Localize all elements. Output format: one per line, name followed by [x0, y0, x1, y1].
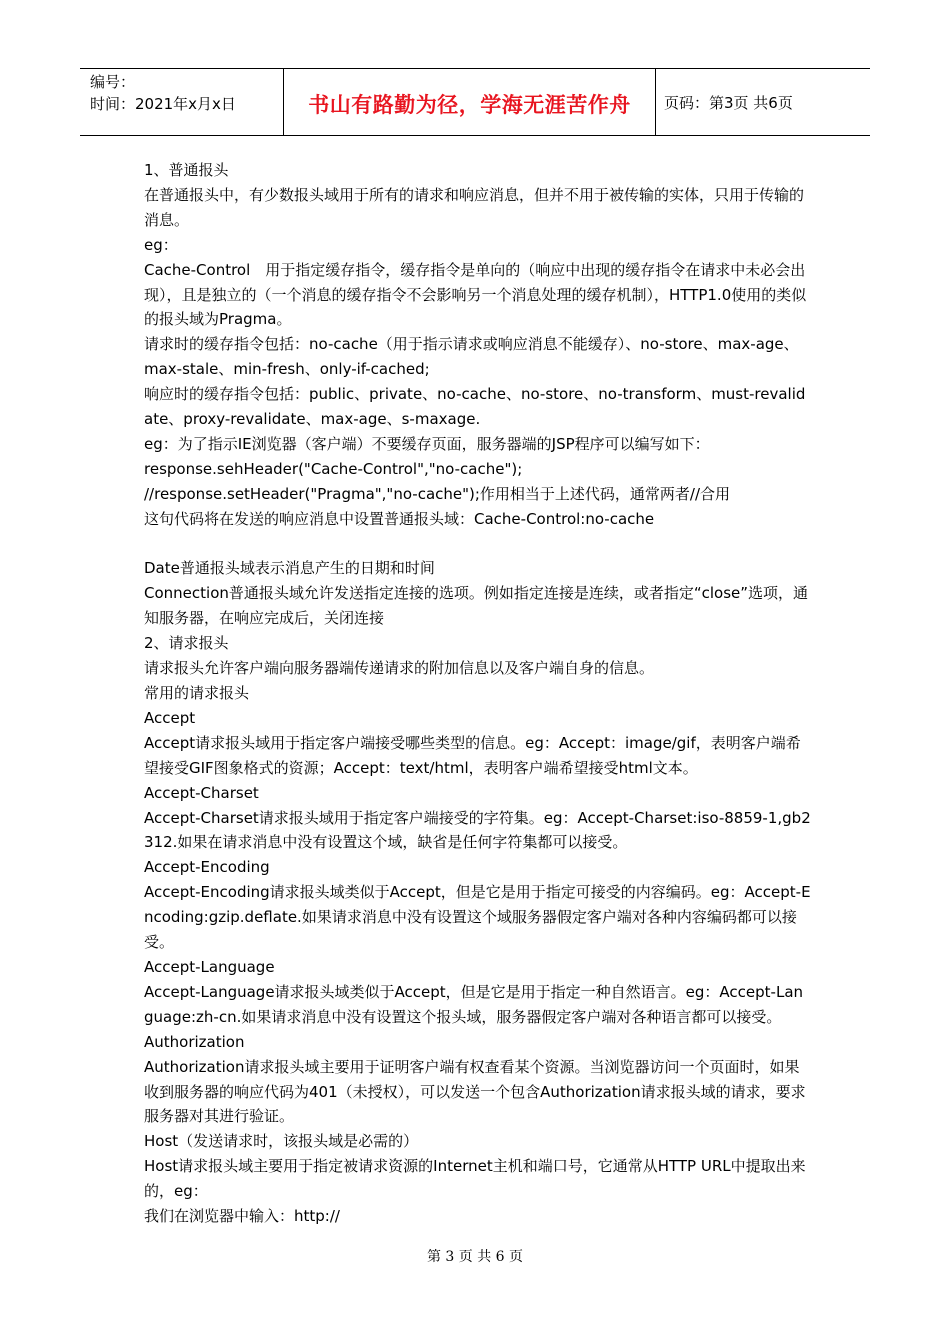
body-line: Host请求报头域主要用于指定被请求资源的Internet主机和端口号，它通常从HTTP URL中提取出来的，eg：: [144, 1157, 806, 1201]
header-page-info: 页码：第3页 共6页: [664, 93, 793, 112]
body-line: Accept-Language: [144, 957, 275, 976]
body-line: response.sehHeader("Cache-Control","no-cache");: [144, 459, 523, 478]
body-line: 1、普通报头: [144, 161, 229, 179]
body-line: //response.setHeader("Pragma","no-cache");作用相当于上述代码，通常两者//合用: [144, 484, 731, 503]
document-body: [144, 158, 812, 1229]
body-line: 常用的请求报头: [144, 684, 250, 703]
body-line: eg：: [144, 235, 178, 254]
body-line: 响应时的缓存指令包括：public、private、no-cache、no-store、no-transform、must-revalidate、proxy-revalidate、max-age、s-maxage.: [144, 385, 806, 429]
page-footer: [0, 1246, 950, 1266]
body-line: Accept-Encoding: [144, 858, 270, 877]
document-number-label: 编号：: [90, 73, 136, 91]
body-line: Accept-Charset请求报头域用于指定客户端接受的字符集。eg：Accept-Charset:iso-8859-1,gb2312.如果在请求消息中没有设置这个域，缺省是任何字符集都可以接受。: [144, 808, 811, 852]
page-header: [80, 68, 870, 136]
body-line: Accept请求报头域用于指定客户端接受哪些类型的信息。eg：Accept：image/gif，表明客户端希望接受GIF图象格式的资源；Accept：text/html，表明客户端希望接受html文本。: [144, 733, 801, 777]
body-line: Authorization: [144, 1032, 245, 1051]
header-meta: [80, 69, 283, 135]
body-line: eg：为了指示IE浏览器（客户端）不要缓存页面，服务器端的JSP程序可以编写如下：: [144, 434, 710, 453]
header-page-info-cell: [656, 69, 870, 135]
body-line: 这句代码将在发送的响应消息中设置普通报头域：Cache-Control:no-cache: [144, 509, 655, 528]
header-motto: 书山有路勤为径，学海无涯苦作舟: [308, 93, 631, 117]
header-motto-cell: [283, 69, 656, 135]
body-line: Accept-Charset: [144, 783, 259, 802]
body-line: Date普通报头域表示消息产生的日期和时间: [144, 559, 435, 578]
body-line: Connection普通报头域允许发送指定连接的选项。例如指定连接是连续，或者指定“close”选项，通知服务器，在响应完成后，关闭连接: [144, 584, 809, 628]
body-line: Accept-Language请求报头域类似于Accept，但是它是用于指定一种自然语言。eg：Accept-Language:zh-cn.如果请求消息中没有设置这个报头域，服务器假定客户端对各种语言都可以接受。: [144, 982, 804, 1026]
blank-line: [144, 532, 812, 557]
body-line: Host（发送请求时，该报头域是必需的）: [144, 1132, 419, 1151]
body-line: Cache-Control 用于指定缓存指令，缓存指令是单向的（响应中出现的缓存指令在请求中未必会出现），且是独立的（一个消息的缓存指令不会影响另一个消息处理的缓存机制），HTTP1.0使用的类似的报头域为Pragma。: [144, 260, 807, 329]
body-line: Authorization请求报头域主要用于证明客户端有权查看某个资源。当浏览器访问一个页面时，如果收到服务器的响应代码为401（未授权），可以发送一个包含Authorization请求报头域的请求，要求服务器对其进行验证。: [144, 1057, 806, 1126]
body-line: Accept-Encoding请求报头域类似于Accept，但是它是用于指定可接受的内容编码。eg：Accept-Encoding:gzip.deflate.如果请求消息中没有设置这个域服务器假定客户端对各种内容编码都可以接受。: [144, 883, 811, 952]
body-line: 在普通报头中，有少数报头域用于所有的请求和响应消息，但并不用于被传输的实体，只用于传输的消息。: [144, 185, 805, 229]
body-line: 2、请求报头: [144, 634, 229, 653]
footer-page-number: 第 3 页 共 6 页: [426, 1249, 524, 1265]
document-time-label: 时间：2021年x月x日: [90, 95, 236, 113]
body-line: Accept: [144, 708, 196, 727]
body-line: 我们在浏览器中输入：http://: [144, 1207, 340, 1226]
body-line: 请求报头允许客户端向服务器端传递请求的附加信息以及客户端自身的信息。: [144, 659, 655, 678]
body-line: 请求时的缓存指令包括：no-cache（用于指示请求或响应消息不能缓存）、no-store、max-age、max-stale、min-fresh、only-if-cached;: [144, 335, 799, 379]
